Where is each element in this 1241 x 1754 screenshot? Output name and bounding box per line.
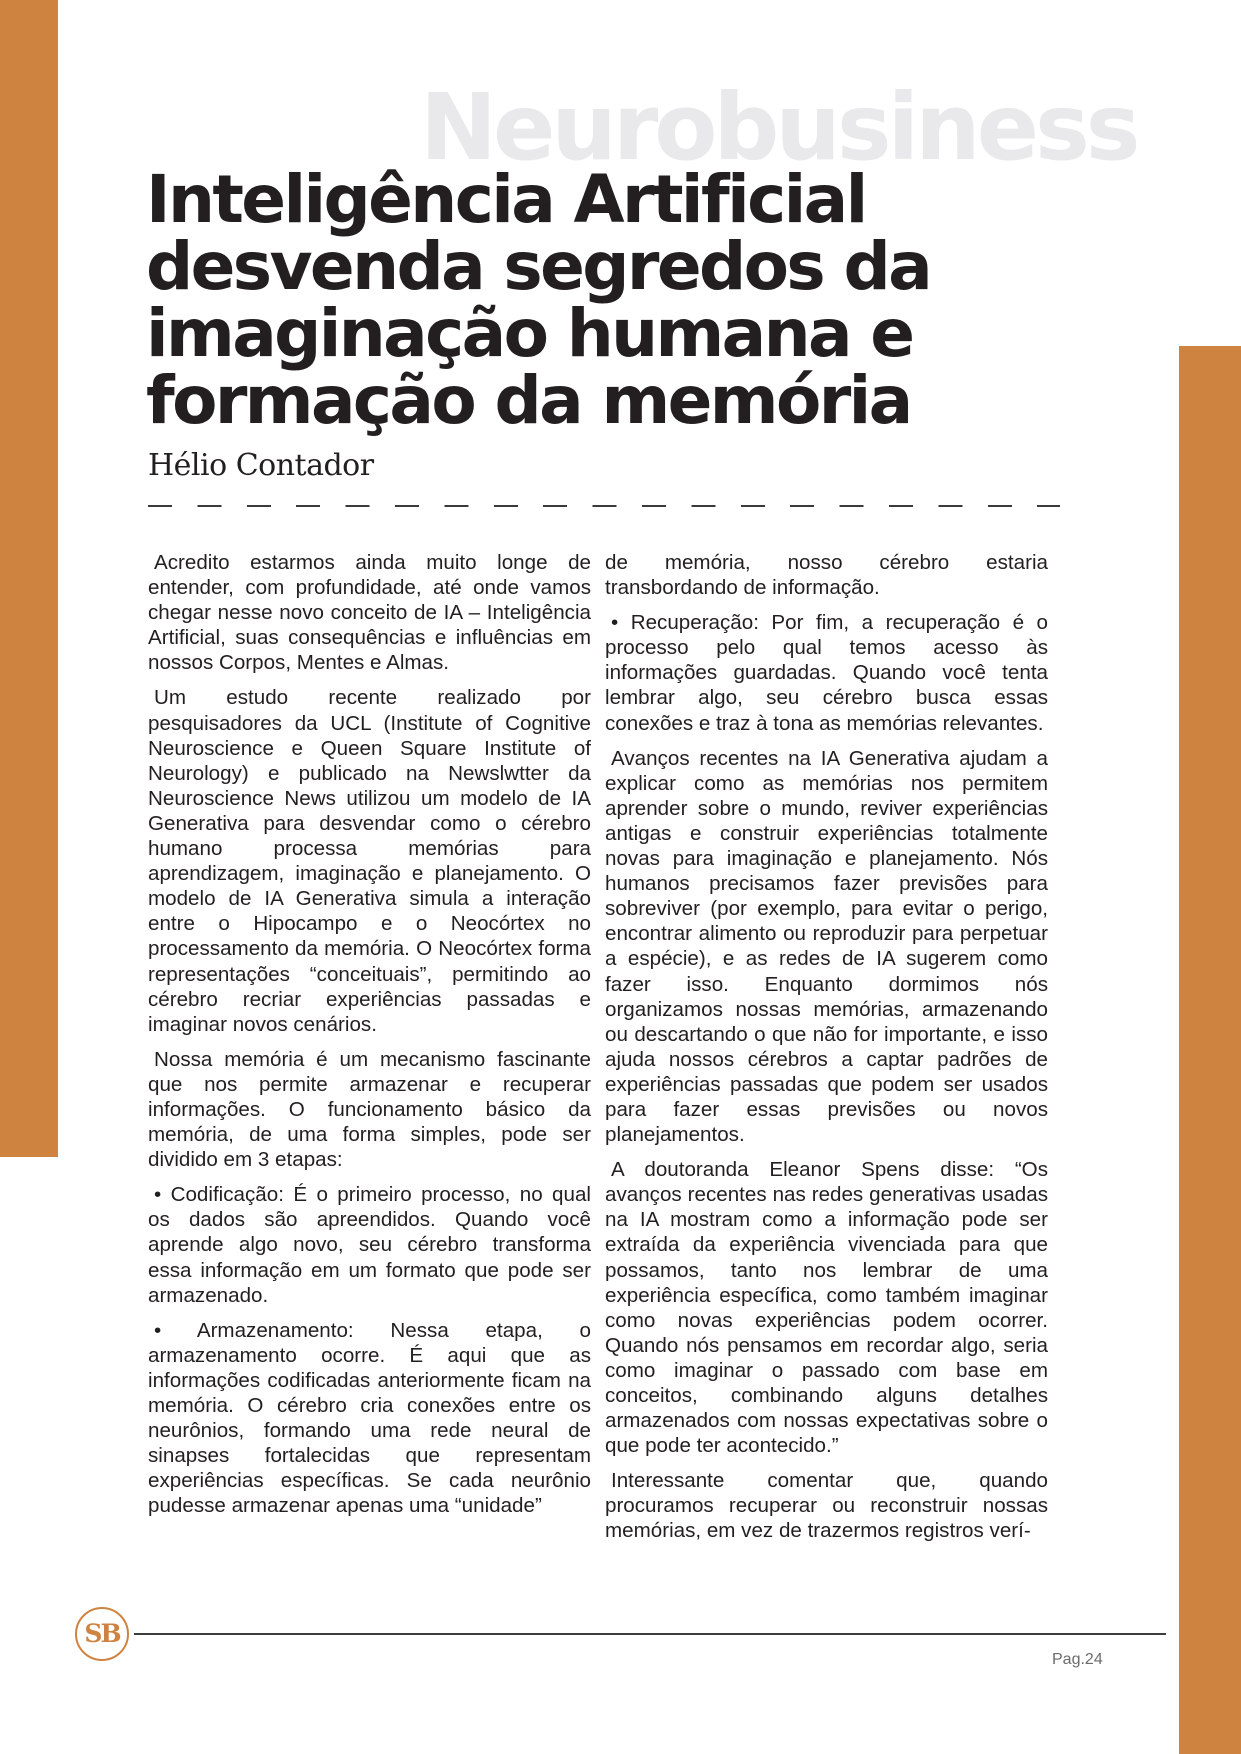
paragraph: A doutoranda Eleanor Spens disse: “Os avanços recentes nas redes generativas usadas na IA mostram como a informação pode ser extraída da experiência vivenciada para que possamos, tanto nos lembrar de uma experiência específica, como também imaginar como novas experiências podem ocorrer. Quando nós pensamos em recordar algo, seria como imaginar o passado com base em conceitos, combinando alguns detalhes armazenados com nossas expectativas sobre o que pode ter acontecido.” — [605, 1158, 1048, 1458]
article-column-right — [605, 550, 1048, 1554]
paragraph: Um estudo recente realizado por pesquisadores da UCL (Institute of Cognitive Neuroscience e Queen Square Institute of Neurology) e publicado na Newslwtter da Neuroscience News utilizou um modelo de IA Generativa para desvendar como o cérebro humano processa memórias para aprendizagem, imaginação e planejamento. O modelo de IA Generativa simula a interação entre o Hipocampo e o Neocórtex no processamento da memória. O Neocórtex forma representações “conceituais”, permitindo ao cérebro recriar experiências passadas e imaginar novos cenários. — [148, 686, 591, 1036]
author-name: Hélio Contador — [148, 448, 374, 483]
paragraph: Interessante comentar que, quando procuramos recuperar ou reconstruir nossas memórias, em vez de trazermos registros verí- — [605, 1469, 1048, 1543]
bullet-paragraph: • Recuperação: Por fim, a recuperação é o processo pelo qual temos acesso às informações guardadas. Quando você tenta lembrar algo, seu cérebro busca essas conexões e traz à tona as memórias relevantes. — [605, 611, 1048, 735]
dashed-divider — [148, 505, 1060, 507]
title-line: formação da memória — [146, 362, 911, 439]
title-line: desvenda segredos da — [146, 228, 931, 305]
paragraph: Nossa memória é um mecanismo fascinante que nos permite armazenar e recuperar informações. O funcionamento básico da memória, de uma forma simples, pode ser dividido em 3 etapas: — [148, 1047, 591, 1172]
bullet-paragraph: • Codificação: É o primeiro processo, no qual os dados são apreendidos. Quando você aprende algo novo, seu cérebro transforma essa informação em um formato que pode ser armazenado. — [148, 1183, 591, 1307]
article-column-left — [148, 550, 591, 1528]
footer-divider — [134, 1633, 1166, 1635]
title-line: Inteligência Artificial — [146, 161, 866, 238]
title-line: imaginação humana e — [146, 295, 913, 372]
left-accent-bar — [0, 0, 58, 1157]
section-watermark: Neurobusiness — [420, 74, 1137, 181]
paragraph: Acredito estarmos ainda muito longe de entender, com profundidade, até onde vamos chegar nesse novo conceito de IA – Inteligência Artificial, suas consequências e influências em nossos Corpos, Mentes e Almas. — [148, 551, 591, 675]
article-title — [146, 161, 1146, 439]
page-number: Pag.24 — [1052, 1651, 1103, 1668]
bullet-paragraph: • Armazenamento: Nessa etapa, o armazenamento ocorre. É aqui que as informações codificadas anteriormente ficam na memória. O cérebro cria conexões entre os neurônios, formando uma rede neural de sinapses fortalecidas que representam experiências específicas. Se cada neurônio pudesse armazenar apenas uma “unidade” — [148, 1318, 591, 1518]
sb-logo-icon: SB — [75, 1607, 129, 1661]
paragraph: de memória, nosso cérebro estaria transbordando de informação. — [605, 551, 1048, 600]
right-accent-bar — [1179, 346, 1241, 1754]
paragraph: Avanços recentes na IA Generativa ajudam a explicar como as memórias nos permitem aprender sobre o mundo, reviver experiências antigas e construir experiências totalmente novas para imaginação e planejamento. Nós humanos precisamos fazer previsões para sobreviver (por exemplo, para evitar o perigo, encontrar alimento ou reproduzir para perpetuar a espécie), e as redes de IA sugerem como fazer isso. Enquanto dormimos nós organizamos nossas memórias, armazenando ou descartando o que não for importante, e isso ajuda nossos cérebros a captar padrões de experiências passadas que podem ser usados para fazer essas previsões ou novos planejamentos. — [605, 746, 1048, 1147]
